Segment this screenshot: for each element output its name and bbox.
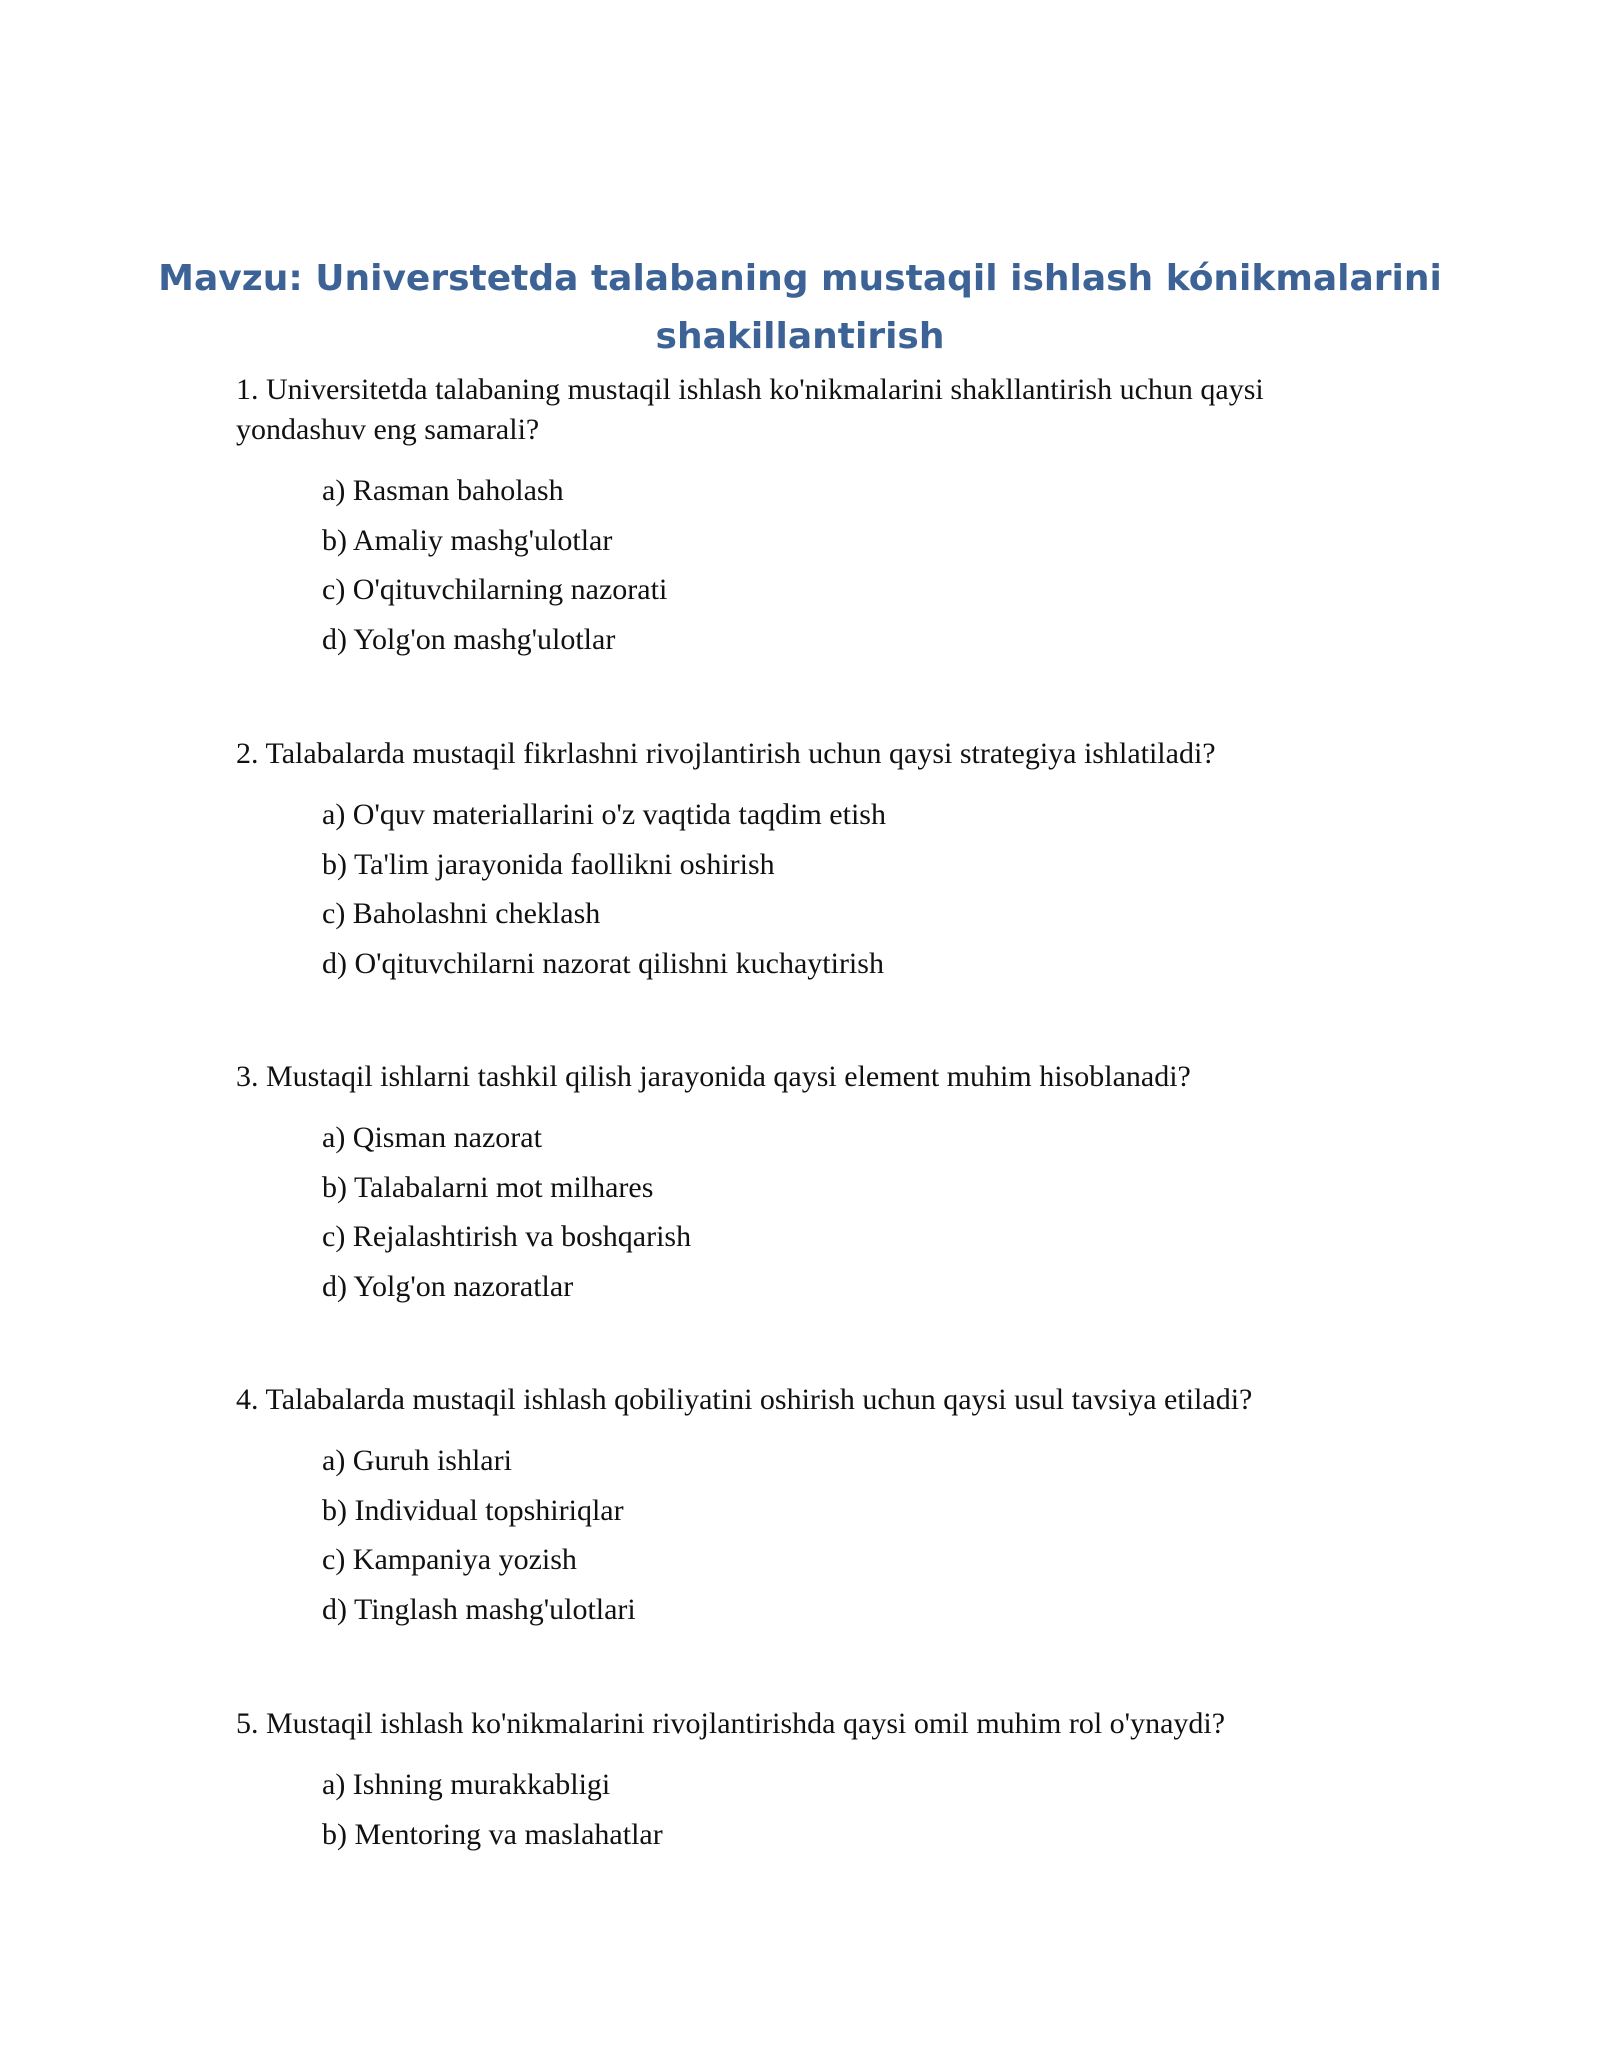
answer-option-b: b) Talabalarni mot milhares (322, 1170, 654, 1204)
answer-options (236, 1113, 1356, 1311)
answer-option-c: c) Kampaniya yozish (322, 1543, 577, 1576)
answer-option-d: d) O'qituvchilarni nazorat qilishni kuchaytirish (322, 946, 884, 980)
question-text: 1. Universitetda talabaning mustaqil ishlash ko'nikmalarini shakllantirish uchun qaysi yondashuv eng samarali? (236, 373, 1264, 446)
answer-option-c: c) Rejalashtirish va boshqarish (322, 1220, 692, 1253)
answer-option-a: a) Guruh ishlari (322, 1444, 512, 1477)
answer-option-b: b) Amaliy mashg'ulotlar (322, 523, 613, 557)
answer-option-c: c) O'qituvchilarning nazorati (322, 573, 668, 606)
answer-option-d: d) Yolg'on nazoratlar (322, 1269, 574, 1303)
question-text: 5. Mustaqil ishlash ko'nikmalarini rivojlantirishda qaysi omil muhim rol o'ynaydi? (236, 1707, 1226, 1740)
answer-option-b: b) Individual topshiriqlar (322, 1493, 624, 1527)
answer-options (236, 1436, 1356, 1634)
answer-options (236, 466, 1356, 664)
answer-option-c: c) Baholashni cheklash (322, 897, 601, 930)
answer-option-a: a) Ishning murakkabligi (322, 1768, 611, 1801)
answer-options (236, 1760, 1356, 1859)
answer-option-b: b) Mentoring va maslahatlar (322, 1817, 663, 1851)
answer-options (236, 790, 1356, 988)
answer-option-a: a) Rasman baholash (322, 474, 564, 507)
question-text: 2. Talabalarda mustaqil fikrlashni rivojlantirish uchun qaysi strategiya ishlatiladi? (236, 737, 1216, 770)
answer-option-a: a) Qisman nazorat (322, 1121, 542, 1154)
answer-option-a: a) O'quv materiallarini o'z vaqtida taqdim etish (322, 798, 886, 831)
question-text: 3. Mustaqil ishlarni tashkil qilish jarayonida qaysi element muhim hisoblanadi? (236, 1060, 1191, 1093)
question-5 (236, 1704, 1356, 1859)
question-text: 4. Talabalarda mustaqil ishlash qobiliyatini oshirish uchun qaysi usul tavsiya etiladi? (236, 1383, 1253, 1416)
answer-option-b: b) Ta'lim jarayonida faollikni oshirish (322, 847, 775, 881)
question-4 (236, 1380, 1356, 1634)
answer-option-d: d) Yolg'on mashg'ulotlar (322, 622, 616, 656)
answer-option-d: d) Tinglash mashg'ulotlari (322, 1592, 636, 1626)
question-2 (236, 734, 1356, 988)
document-title: Mavzu: Universtetda talabaning mustaqil ishlash kónikmalarini shakillantirish (158, 258, 1442, 357)
question-3 (236, 1057, 1356, 1311)
question-1 (236, 370, 1356, 664)
